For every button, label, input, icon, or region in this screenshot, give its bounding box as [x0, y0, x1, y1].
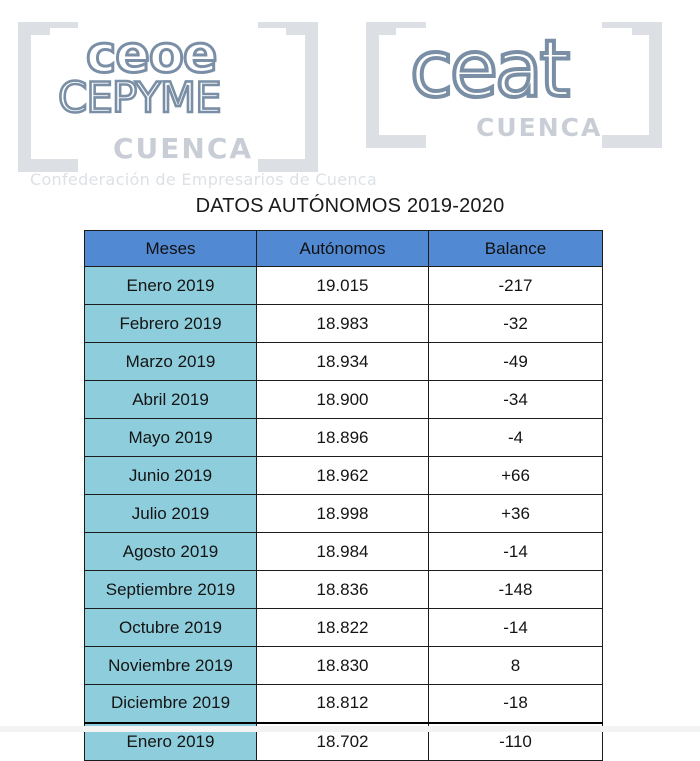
ceoe-location-label: CUENCA: [113, 132, 254, 165]
cell-balance: -110: [429, 723, 603, 761]
table-row: [85, 343, 603, 381]
cell-balance: -34: [429, 381, 603, 419]
cell-autonomos: 18.812: [257, 685, 429, 723]
cell-balance: +66: [429, 457, 603, 495]
autonomos-table: [84, 230, 603, 761]
ceoe-tagline: Confederación de Empresarios de Cuenca: [30, 170, 377, 189]
cell-balance: -18: [429, 685, 603, 723]
table-row: [85, 381, 603, 419]
column-header-autonomos: Autónomos: [257, 231, 429, 267]
ceat-cuenca-logo: [366, 22, 662, 148]
cell-month: Abril 2019: [85, 381, 257, 419]
cell-month: Septiembre 2019: [85, 571, 257, 609]
cell-balance: +36: [429, 495, 603, 533]
cell-balance: -14: [429, 609, 603, 647]
cell-autonomos: 18.900: [257, 381, 429, 419]
bottom-edge-band: [0, 726, 700, 732]
cell-autonomos: 18.830: [257, 647, 429, 685]
table-header: [85, 231, 603, 267]
cell-month: Febrero 2019: [85, 305, 257, 343]
cell-month: Agosto 2019: [85, 533, 257, 571]
table-row: [85, 685, 603, 723]
table-row: [85, 571, 603, 609]
cell-month: Mayo 2019: [85, 419, 257, 457]
table-header-row: [85, 231, 603, 267]
cell-month: Diciembre 2019: [85, 685, 257, 723]
cell-month: Enero 2019: [85, 267, 257, 305]
cell-balance: -217: [429, 267, 603, 305]
table-row: [85, 647, 603, 685]
table-row: [85, 267, 603, 305]
cell-balance: -32: [429, 305, 603, 343]
cepyme-wordmark: CEPYME: [58, 73, 221, 122]
table-row: [85, 533, 603, 571]
cell-autonomos: 18.822: [257, 609, 429, 647]
cell-autonomos: 18.896: [257, 419, 429, 457]
cell-balance: -49: [429, 343, 603, 381]
autonomos-table-container: [84, 230, 602, 761]
cell-autonomos: 18.836: [257, 571, 429, 609]
cell-autonomos: 19.015: [257, 267, 429, 305]
table-row: [85, 609, 603, 647]
page-title: DATOS AUTÓNOMOS 2019-2020: [195, 195, 505, 217]
ceat-location-label: CUENCA: [476, 113, 603, 142]
table-row: [85, 305, 603, 343]
cell-balance: -148: [429, 571, 603, 609]
ceat-logo-inner: [396, 25, 632, 116]
ceoe-cepyme-cuenca-logo: [18, 22, 377, 189]
cell-autonomos: 18.998: [257, 495, 429, 533]
cell-autonomos: 18.934: [257, 343, 429, 381]
cell-month: Julio 2019: [85, 495, 257, 533]
cell-month: Noviembre 2019: [85, 647, 257, 685]
column-header-meses: Meses: [85, 231, 257, 267]
cell-autonomos: 18.983: [257, 305, 429, 343]
cell-balance: -4: [429, 419, 603, 457]
cell-balance: -14: [429, 533, 603, 571]
column-header-balance: Balance: [429, 231, 603, 267]
ceoe-wordmark: ceoe: [86, 26, 217, 85]
table-row: [85, 419, 603, 457]
table-body: [85, 267, 603, 761]
cell-month: Enero 2019: [85, 723, 257, 761]
cell-month: Junio 2019: [85, 457, 257, 495]
table-row: [85, 457, 603, 495]
cell-month: Octubre 2019: [85, 609, 257, 647]
cell-balance: 8: [429, 647, 603, 685]
table-row: [85, 495, 603, 533]
ceat-wordmark: ceat: [410, 25, 568, 115]
cell-autonomos: 18.984: [257, 533, 429, 571]
cell-month: Marzo 2019: [85, 343, 257, 381]
cell-autonomos: 18.962: [257, 457, 429, 495]
cell-autonomos: 18.702: [257, 723, 429, 761]
ceoe-logo-inner: [50, 28, 286, 138]
logo-band: [0, 0, 700, 189]
